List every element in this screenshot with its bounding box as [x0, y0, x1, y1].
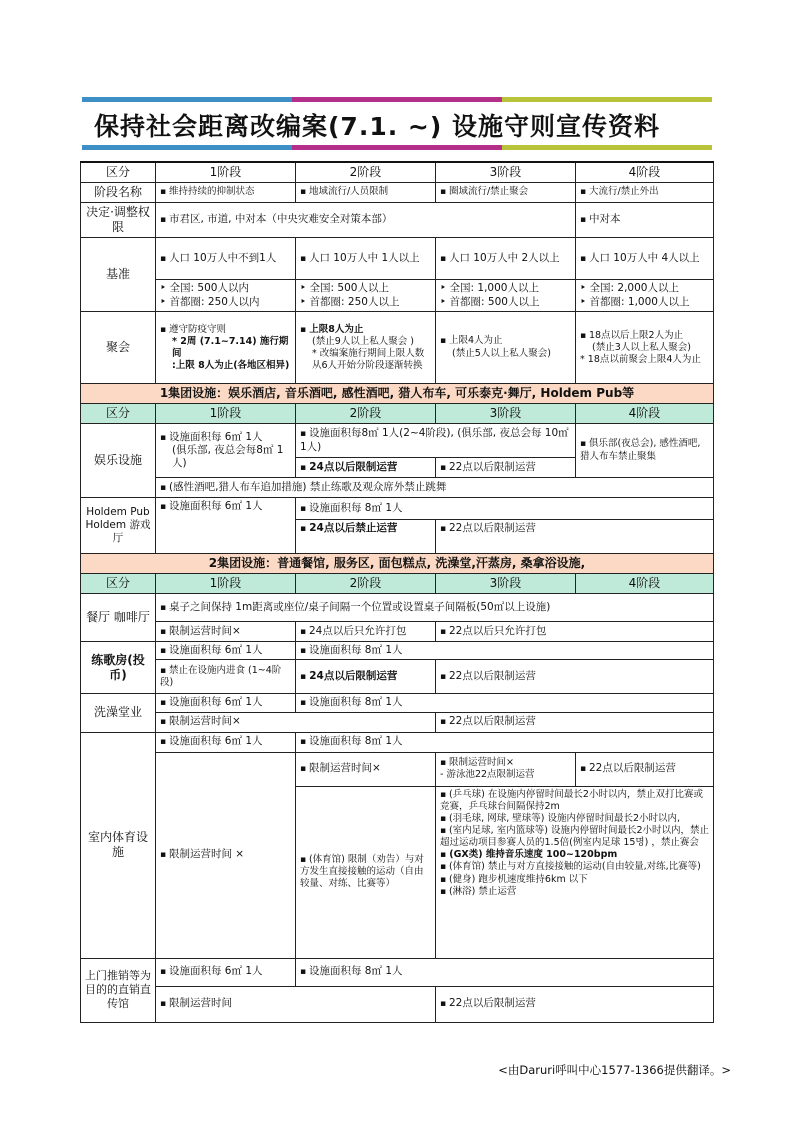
stage-name-row	[81, 183, 714, 203]
criteria-row-detail	[81, 280, 714, 312]
bottom-color-bar	[82, 145, 712, 150]
bar-segment-blue	[82, 97, 292, 102]
bath-s1: ▪ 设施面积每 6㎡ 1人	[156, 694, 296, 712]
gathering-s2-line3: * 改编案施行期间上限人数从6人开始分阶段逐渐转换	[312, 347, 425, 371]
singing-s2-b: ▪ 24点以后限制运营	[296, 660, 436, 694]
group2-title-row	[81, 554, 714, 574]
criteria-s3-capital: ‣ 首都圈: 500人以上	[440, 296, 539, 308]
footer-credit: <由Daruri呼叫中心1577-1366提供翻译。>	[498, 1063, 731, 1077]
gathering-s3-line2: (禁止5人以上私人聚会)	[452, 347, 551, 359]
door-s1: ▪ 设施面积每 6㎡ 1人	[156, 958, 296, 986]
holdem-s3-time: ▪ 22点以后限制运营	[436, 520, 714, 554]
sport-label: 室内体育设施	[81, 732, 156, 958]
criteria-s1-national: ‣ 全国: 500人以内	[160, 282, 249, 294]
criteria-s2-capital: ‣ 首都圈: 250人以上	[300, 296, 399, 308]
door-s12-time: ▪ 限制运营时间	[156, 986, 436, 1022]
gathering-s4-line1: ▪ 18点以后上限2人为止	[580, 330, 683, 341]
criteria-s3-national: ‣ 全国: 1,000人以上	[440, 282, 539, 294]
bath-label: 洗澡堂业	[81, 694, 156, 732]
restaurant-row-b	[81, 622, 714, 642]
bath-s3-time: ▪ 22点以后限制运营	[436, 712, 714, 732]
singing-s1: ▪ 设施面积每 6㎡ 1人	[156, 642, 296, 660]
restaurant-s2: ▪ 24点以后只允许打包	[296, 622, 436, 642]
sport-note-4: ▪ (GX类) 维持音乐速度 100~120bpm	[440, 849, 709, 861]
bath-s12-time: ▪ 限制运营时间×	[156, 712, 436, 732]
entertainment-s2-time: ▪ 24点以后限制运营	[296, 458, 436, 478]
sport-s34-notes	[436, 786, 714, 958]
criteria-s2-national: ‣ 全国: 500人以上	[300, 282, 389, 294]
sport-s4-time: ▪ 22点以后限制运营	[576, 752, 714, 786]
group2-header-stage-3: 3阶段	[436, 574, 576, 594]
entertainment-s1	[156, 424, 296, 478]
group1-header-stage-2: 2阶段	[296, 404, 436, 424]
door-s3-time: ▪ 22点以后限制运营	[436, 986, 714, 1022]
holdem-s1: ▪ 设施面积每 6㎡ 1人	[156, 498, 296, 554]
bar-segment-green	[502, 145, 712, 150]
bar-segment-magenta	[292, 145, 502, 150]
group2-title: 2集团设施：普通餐馆, 服务区, 面包糕点, 洗澡堂,汗蒸房, 桑拿浴设施,	[81, 554, 714, 574]
criteria-s4: ▪ 人口 10万人中 4人以上	[576, 238, 714, 280]
gathering-s1-line1: ▪ 遵守防疫守则	[160, 324, 226, 335]
criteria-s2: ▪ 人口 10万人中 1人以上	[296, 238, 436, 280]
gathering-s1-line3: :上限 8人为止(各地区相异)	[172, 359, 290, 371]
group1-header-stage-1: 1阶段	[156, 404, 296, 424]
header-stage-3: 3阶段	[436, 162, 576, 183]
entertainment-s3-time: ▪ 22点以后限制运营	[436, 458, 576, 478]
singing-s1-b: ▪ 禁止在设施内进食 (1~4阶段)	[156, 660, 296, 694]
bath-row-b	[81, 712, 714, 732]
criteria-s3: ▪ 人口 10万人中 2人以上	[436, 238, 576, 280]
entertainment-note: ▪ (感性酒吧,猎人布车追加措施) 禁止练歌及观众席外禁止跳舞	[156, 478, 714, 498]
decision-s4: ▪ 中对本	[576, 203, 714, 238]
door-s2: ▪ 设施面积每 8㎡ 1人	[296, 958, 714, 986]
criteria-row-main	[81, 238, 714, 280]
decision-row	[81, 203, 714, 238]
sport-s2-time: ▪ 限制运营时间×	[296, 752, 436, 786]
sport-note-5: ▪ (体育馆) 禁止与对方直接接触的运动(自由较量,对练,比赛等)	[440, 861, 709, 873]
decision-s123: ▪ 市君区, 市道, 中对本（中央灾难安全对策本部）	[156, 203, 576, 238]
sport-s1-time: ▪ 限制运营时间 ×	[156, 752, 296, 958]
sport-s2-note: ▪ (体育馆) 限制（劝告）与对方发生直接接触的运动（自由较量、对练、比赛等）	[296, 786, 436, 958]
group2-header-stage-1: 1阶段	[156, 574, 296, 594]
criteria-s4-detail	[576, 280, 714, 312]
criteria-s1-detail	[156, 280, 296, 312]
header-category: 区分	[81, 162, 156, 183]
sport-note-1: ▪ (乒乓球) 在设施内停留时间最长2小时以内，禁止双打比赛或竞赛，乒乓球台间隔保持2m	[440, 789, 709, 813]
entertainment-s1-line2: (俱乐部, 夜总会每8㎡ 1人)	[172, 444, 284, 470]
criteria-s1-capital: ‣ 首都圈: 250人以内	[160, 296, 259, 308]
stage-name-s4: ▪ 大流行/禁止外出	[576, 183, 714, 203]
stage-name-s1: ▪ 维持持续的抑制状态	[156, 183, 296, 203]
bar-segment-green	[502, 97, 712, 102]
rules-table	[80, 161, 714, 1023]
gathering-row	[81, 312, 714, 384]
door-row-a	[81, 958, 714, 986]
gathering-s2-line1: ▪ 上限8人为止	[300, 324, 363, 335]
restaurant-s1: ▪ 限制运营时间×	[156, 622, 296, 642]
gathering-label: 聚会	[81, 312, 156, 384]
entertainment-s1-line1: ▪ 设施面积每 6㎡ 1人	[160, 431, 263, 443]
restaurant-row-a	[81, 594, 714, 622]
holdem-s2-time: ▪ 24点以后禁止运营	[296, 520, 436, 554]
criteria-s2-detail	[296, 280, 436, 312]
decision-label: 决定·调整权限	[81, 203, 156, 238]
holdem-label: Holdem Pub Holdem 游戏厅	[81, 498, 156, 554]
restaurant-label: 餐厅 咖啡厅	[81, 594, 156, 642]
header-stage-4: 4阶段	[576, 162, 714, 183]
group1-header-stage-3: 3阶段	[436, 404, 576, 424]
group1-header-row	[81, 404, 714, 424]
stage-name-s2: ▪ 地域流行/人员限制	[296, 183, 436, 203]
gathering-s4-line3: * 18点以前聚会上限4人为止	[580, 353, 701, 365]
entertainment-row-a	[81, 424, 714, 458]
group2-header-row	[81, 574, 714, 594]
sport-row-b	[81, 752, 714, 786]
header-row	[81, 162, 714, 183]
singing-row-b	[81, 660, 714, 694]
criteria-s3-detail	[436, 280, 576, 312]
sport-s3-time	[436, 752, 576, 786]
sport-row-a	[81, 732, 714, 752]
sport-s3-time-a: ▪ 限制运营时间×	[440, 757, 514, 768]
gathering-s2-line2: (禁止9人以上私人聚会 )	[312, 335, 414, 347]
holdem-row-a	[81, 498, 714, 520]
holdem-s2: ▪ 设施面积每 8㎡ 1人	[296, 498, 714, 520]
criteria-label: 基准	[81, 238, 156, 312]
gathering-s1	[156, 312, 296, 384]
sport-note-7: ▪ (淋浴) 禁止运营	[440, 886, 709, 898]
sport-s2: ▪ 设施面积每 8㎡ 1人	[296, 732, 714, 752]
entertainment-row-c	[81, 478, 714, 498]
criteria-s4-capital: ‣ 首都圈: 1,000人以上	[580, 296, 689, 308]
criteria-s4-national: ‣ 全国: 2,000人以上	[580, 282, 679, 294]
restaurant-all: ▪ 桌子之间保持 1m距离或座位/桌子间隔一个位置或设置桌子间隔板(50㎡以上设施)	[156, 594, 714, 622]
sport-s1: ▪ 设施面积每 6㎡ 1人	[156, 732, 296, 752]
gathering-s2	[296, 312, 436, 384]
gathering-s3-line1: ▪ 上限4人为止	[440, 335, 503, 346]
group2-header-category: 区分	[81, 574, 156, 594]
page-title: 保持社会距离改编案(7.1. ~) 设施守则宣传资料	[94, 112, 660, 141]
stage-name-s3: ▪ 圈域流行/禁止聚会	[436, 183, 576, 203]
sport-note-2: ▪ (羽毛球, 网球, 壁球等) 设施内停留时间最长2小时以内,	[440, 813, 709, 825]
singing-s3-b: ▪ 22点以后限制运营	[436, 660, 714, 694]
top-color-bar	[82, 97, 712, 102]
group1-header-category: 区分	[81, 404, 156, 424]
singing-label: 练歌房(投币)	[81, 642, 156, 694]
group1-title: 1集团设施：娱乐酒店, 音乐酒吧, 感性酒吧, 猎人布车, 可乐泰克·舞厅, Holdem Pub等	[81, 384, 714, 404]
sport-note-6: ▪ (健身) 跑步机速度维持6km 以下	[440, 874, 709, 886]
group1-title-row	[81, 384, 714, 404]
bath-row-a	[81, 694, 714, 712]
sport-note-3: ▪ (室内足球, 室内篮球等) 设施内停留时间最长2小时以内，禁止超过运动项目参赛人员的1.5倍(例室内足球 15명) ，禁止赛会	[440, 825, 709, 849]
group2-header-stage-2: 2阶段	[296, 574, 436, 594]
sport-s3-time-b: - 游泳池22点限制运营	[440, 769, 535, 781]
stage-name-label: 阶段名称	[81, 183, 156, 203]
door-label: 上门推销等为目的的直销直传馆	[81, 958, 156, 1022]
restaurant-s3: ▪ 22点以后只允许打包	[436, 622, 714, 642]
bath-s2: ▪ 设施面积每 8㎡ 1人	[296, 694, 714, 712]
entertainment-s4: ▪ 俱乐部(夜总会), 感性酒吧, 猎人布车禁止聚集	[576, 424, 714, 478]
bar-segment-magenta	[292, 97, 502, 102]
group2-header-stage-4: 4阶段	[576, 574, 714, 594]
criteria-s1: ▪ 人口 10万人中不到1人	[156, 238, 296, 280]
gathering-s1-line2: * 2周 (7.1~7.14) 施行期间	[172, 335, 289, 359]
header-stage-2: 2阶段	[296, 162, 436, 183]
singing-row-a	[81, 642, 714, 660]
singing-s2: ▪ 设施面积每 8㎡ 1人	[296, 642, 714, 660]
door-row-b	[81, 986, 714, 1022]
gathering-s3	[436, 312, 576, 384]
entertainment-s23: ▪ 设施面积每8㎡ 1人(2~4阶段), (俱乐部, 夜总会每 10㎡ 1人)	[296, 424, 576, 458]
gathering-s4-line2: (禁止3人以上私人聚会)	[592, 341, 691, 353]
entertainment-label: 娱乐设施	[81, 424, 156, 498]
group1-header-stage-4: 4阶段	[576, 404, 714, 424]
header-stage-1: 1阶段	[156, 162, 296, 183]
gathering-s4	[576, 312, 714, 384]
bar-segment-blue	[82, 145, 292, 150]
